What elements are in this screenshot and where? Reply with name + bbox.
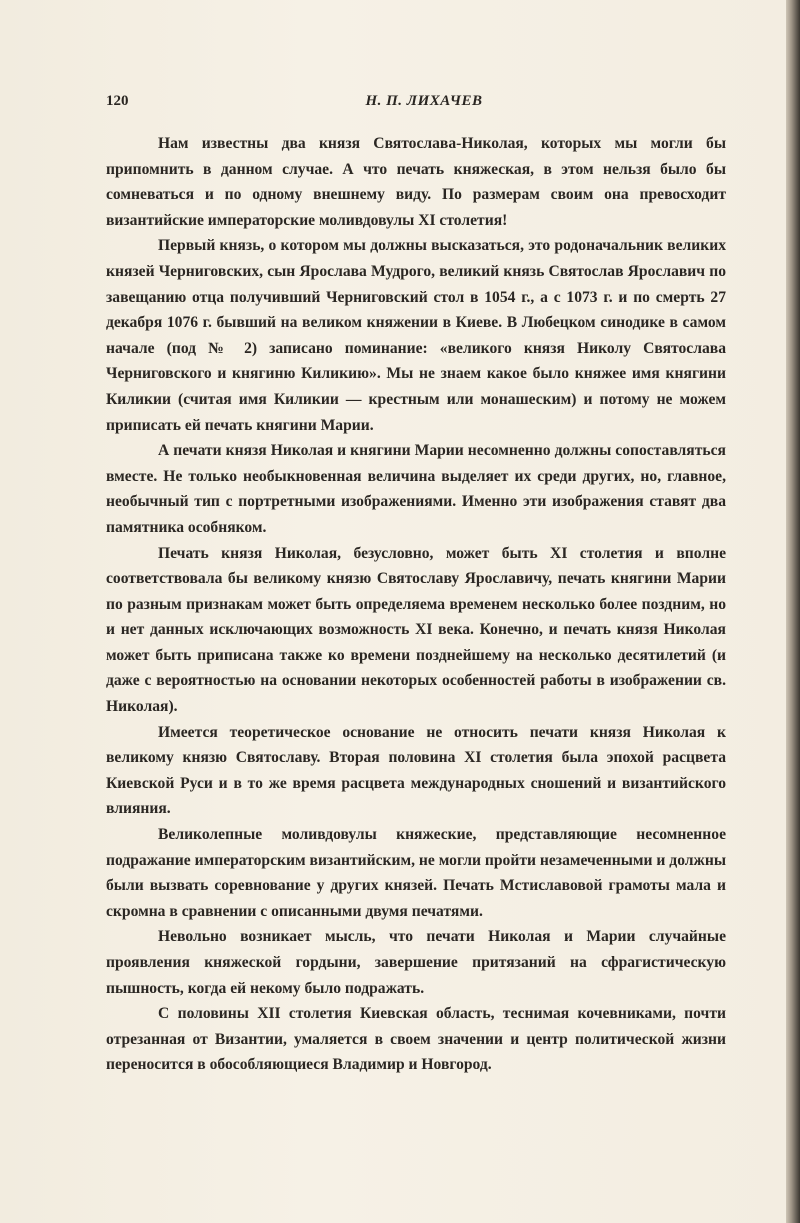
book-spine-edge — [786, 0, 800, 1223]
page-header — [106, 93, 726, 115]
body-text — [106, 131, 726, 1078]
paragraph: Печать князя Николая, безусловно, может быть XI столетия и вполне соответствовала бы великому князю Святославу Ярославичу, печать княгини Марии по разным признакам может быть определяема временем несколько более поздним, но и нет данных исключающих возможность XI века. Конечно, и печать князя Николая может быть приписана также ко времени позднейшему на несколько десятилетий (и даже с вероятностью на основании некоторых особенностей работы в изображении св. Николая). — [106, 544, 726, 716]
paragraph: Первый князь, о котором мы должны высказаться, это родоначальник великих князей Черниговских, сын Ярослава Мудрого, великий князь Святослав Ярославич по завещанию отца получивший Черниговский стол в 1054 г., а с 1073 г. и по смерть 27 декабря 1076 г. бывший на великом княжении в Киеве. В Любецком синодике в самом начале (под № 2) записано поминание: «великого князя Николу Святослава Черниговского и княгиню Киликию». Мы не знаем какое было княжее имя княгини Киликии (считая имя Киликии — крестным или монашеским) и потому не можем приписать ей печать княгини Марии. — [106, 237, 726, 434]
paragraph: С половины XII столетия Киевская область, теснимая кочевниками, почти отрезанная от Византии, умаляется в своем значении и центр политической жизни переносится в обособляющиеся Владимир и Новгород. — [106, 1005, 726, 1074]
running-head: Н. П. ЛИХАЧЕВ — [365, 93, 483, 109]
page-number: 120 — [106, 93, 129, 109]
paragraph: Имеется теоретическое основание не относить печати князя Николая к великому князю Святославу. Вторая половина XI столетия была эпохой расцвета Киевской Руси и в то же время расцвета международных сношений и византийского влияния. — [106, 723, 726, 818]
paragraph: Невольно возникает мысль, что печати Николая и Марии случайные проявления княжеской гордыни, завершение притязаний на сфрагистическую пышность, когда ей некому было подражать. — [106, 928, 726, 997]
paragraph: Великолепные моливдовулы княжеские, представляющие несомненное подражание императорским византийским, не могли пройти незамеченными и должны были вызвать соревнование у других князей. Печать Мстиславовой грамоты мала и скромна в сравнении с описанными двумя печатями. — [106, 826, 726, 920]
paragraph: А печати князя Николая и княгини Марии несомненно должны сопоставляться вместе. Не только необыкновенная величина выделяет их среди других, но, главное, необычный тип с портретными изображениями. Именно эти изображения ставят два памятника особняком. — [106, 442, 726, 536]
paragraph: Нам известны два князя Святослава-Николая, которых мы могли бы припомнить в данном случае. А что печать княжеская, в этом нельзя было бы сомневаться и по одному внешнему виду. По размерам своим она превосходит византийские императорские моливдовулы XI столетия! — [106, 135, 726, 229]
